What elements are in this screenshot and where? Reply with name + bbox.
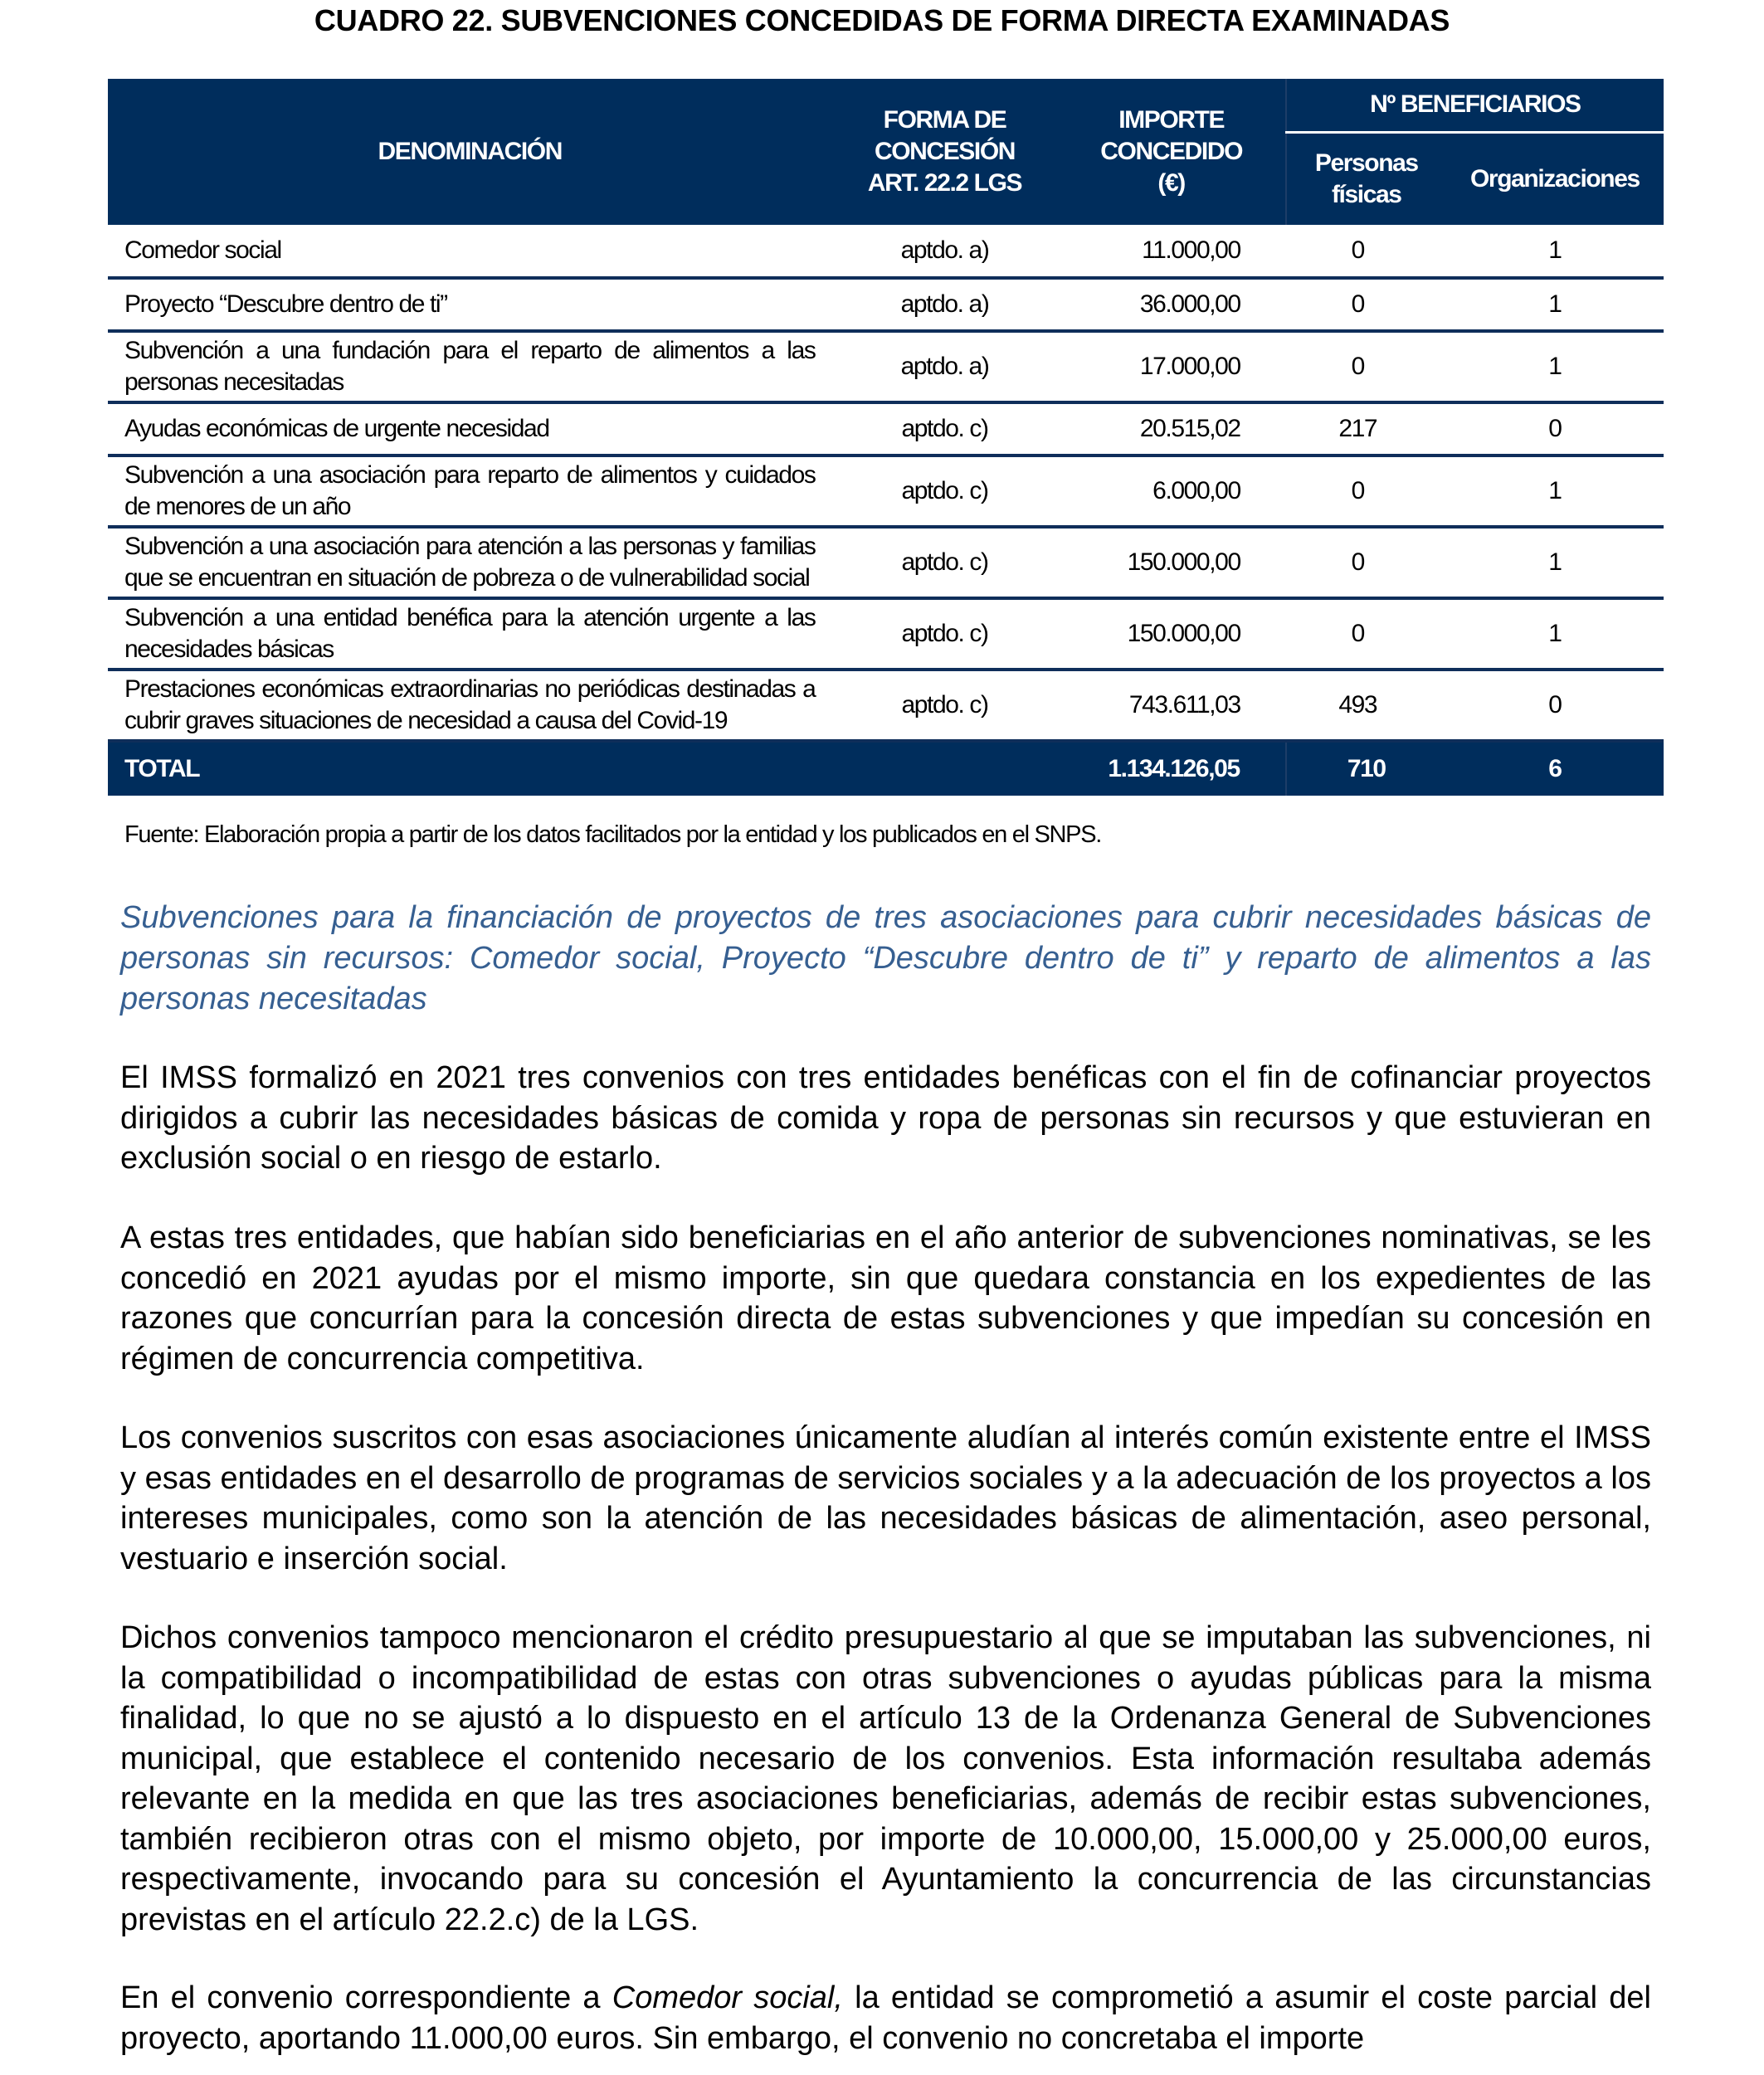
cell-forma: aptdo. a) <box>831 331 1057 402</box>
cell-importe: 6.000,00 <box>1058 455 1286 527</box>
cell-personas: 0 <box>1286 331 1446 402</box>
table-row <box>108 670 1664 741</box>
table-row <box>108 598 1664 670</box>
cell-organizaciones: 1 <box>1446 331 1664 402</box>
header-forma <box>831 79 1057 225</box>
cell-denominacion: Comedor social <box>108 225 831 278</box>
text-run: En el convenio correspondiente a <box>120 1980 612 2015</box>
cell-forma: aptdo. c) <box>831 527 1057 598</box>
header-importe-line: CONCEDIDO <box>1100 138 1243 165</box>
cell-personas: 0 <box>1286 455 1446 527</box>
cell-importe: 11.000,00 <box>1058 225 1286 278</box>
cell-forma: aptdo. c) <box>831 670 1057 741</box>
cell-denominacion: Subvención a una entidad benéfica para la atención urgente a las necesidades básicas <box>108 598 831 670</box>
body-paragraph <box>120 1978 1651 2058</box>
body-paragraph: A estas tres entidades, que habían sido beneficiarias en el año anterior de subvenciones nominativas, se les concedió en 2021 ayudas por el mismo importe, sin que quedara constancia en los expedientes de las razones que concurrían para la concesión directa de estas subvenciones y que impedían su concesión en régimen de concurrencia competitiva. <box>120 1220 1651 1376</box>
cell-personas: 0 <box>1286 225 1446 278</box>
cell-personas: 217 <box>1286 402 1446 455</box>
cell-denominacion: Prestaciones económicas extraordinarias no periódicas destinadas a cubrir graves situaciones de necesidad a causa del Covid-19 <box>108 670 831 741</box>
subsidies-table <box>108 79 1664 796</box>
body-paragraph: Los convenios suscritos con esas asociaciones únicamente aludían al interés común existente entre el IMSS y esas entidades en el desarrollo de programas de servicios sociales y a la adecuación de los proyectos a los intereses municipales, como son la atención de las necesidades básicas de alimentación, aseo personal, vestuario e inserción social. <box>120 1420 1651 1576</box>
cell-denominacion: Ayudas económicas de urgente necesidad <box>108 402 831 455</box>
text-run: la entidad se comprometió a asumir el coste parcial del proyecto, aportando 11.000,00 euros. Sin embargo, el convenio no concretaba el importe <box>120 1980 1651 2056</box>
header-beneficiarios: Nº BENEFICIARIOS <box>1286 79 1664 132</box>
table-title: CUADRO 22. SUBVENCIONES CONCEDIDAS DE FORMA DIRECTA EXAMINADAS <box>314 3 1450 37</box>
cell-importe: 743.611,03 <box>1058 670 1286 741</box>
table-row <box>108 455 1664 527</box>
section-subheading: Subvenciones para la financiación de proyectos de tres asociaciones para cubrir necesidades básicas de personas sin recursos: Comedor social, Proyecto “Descubre dentro de ti” y reparto de alimentos a las personas necesitadas <box>120 900 1651 1016</box>
cell-organizaciones: 1 <box>1446 527 1664 598</box>
header-personas-line: físicas <box>1331 180 1401 208</box>
cell-organizaciones: 1 <box>1446 598 1664 670</box>
table-row <box>108 527 1664 598</box>
header-importe-line: (€) <box>1157 169 1185 197</box>
cell-organizaciones: 0 <box>1446 670 1664 741</box>
cell-importe: 17.000,00 <box>1058 331 1286 402</box>
total-row <box>108 741 1664 796</box>
cell-denominacion: Subvención a una fundación para el reparto de alimentos a las personas necesitadas <box>108 331 831 402</box>
body-paragraph: El IMSS formalizó en 2021 tres convenios con tres entidades benéficas con el fin de cofinanciar proyectos dirigidos a cubrir las necesidades básicas de comida y ropa de personas sin recursos y que estuvieran en exclusión social o en riesgo de estarlo. <box>120 1060 1651 1176</box>
cell-personas: 493 <box>1286 670 1446 741</box>
cell-personas: 0 <box>1286 278 1446 331</box>
table-source: Fuente: Elaboración propia a partir de los datos facilitados por la entidad y los publicados en el SNPS. <box>124 821 1102 848</box>
cell-organizaciones: 1 <box>1446 278 1664 331</box>
cell-organizaciones: 1 <box>1446 225 1664 278</box>
header-organizaciones: Organizaciones <box>1446 132 1664 225</box>
table-row <box>108 225 1664 278</box>
cell-forma: aptdo. c) <box>831 402 1057 455</box>
header-importe <box>1058 79 1286 225</box>
header-forma-line: CONCESIÓN <box>874 138 1016 165</box>
total-cell-importe: 1.134.126,05 <box>1058 741 1286 796</box>
header-personas <box>1286 132 1446 225</box>
header-personas-line: Personas <box>1314 149 1418 177</box>
table-row <box>108 402 1664 455</box>
total-cell-personas: 710 <box>1286 741 1446 796</box>
header-importe-line: IMPORTE <box>1118 106 1225 134</box>
cell-forma: aptdo. c) <box>831 455 1057 527</box>
body-paragraph: Dichos convenios tampoco mencionaron el crédito presupuestario al que se imputaban las subvenciones, ni la compatibilidad o incompatibilidad de estas con otras subvenciones o ayudas públicas para la misma finalidad, lo que no se ajustó a lo dispuesto en el artículo 13 de la Ordenanza General de Subvenciones municipal, que establece el contenido necesario de los convenios. Esta información resultaba además relevante en la medida en que las tres asociaciones beneficiarias, además de recibir estas subvenciones, también recibieron otras con el mismo objeto, por importe de 10.000,00, 15.000,00 y 25.000,00 euros, respectivamente, invocando para su concesión el Ayuntamiento la concurrencia de las circunstancias previstas en el artículo 22.2.c) de la LGS. <box>120 1620 1651 1937</box>
total-cell-label: TOTAL <box>108 741 831 796</box>
cell-denominacion: Proyecto “Descubre dentro de ti” <box>108 278 831 331</box>
header-forma-line: ART. 22.2 LGS <box>867 169 1022 197</box>
cell-importe: 36.000,00 <box>1058 278 1286 331</box>
cell-importe: 20.515,02 <box>1058 402 1286 455</box>
cell-importe: 150.000,00 <box>1058 527 1286 598</box>
cell-denominacion: Subvención a una asociación para atención a las personas y familias que se encuentran en situación de pobreza o de vulnerabilidad social <box>108 527 831 598</box>
total-cell-organizaciones: 6 <box>1446 741 1664 796</box>
text-run-italic: Comedor social, <box>612 1980 843 2015</box>
cell-forma: aptdo. a) <box>831 278 1057 331</box>
cell-personas: 0 <box>1286 598 1446 670</box>
total-cell <box>831 741 1057 796</box>
header-forma-line: FORMA DE <box>883 106 1006 134</box>
table-row <box>108 331 1664 402</box>
table-row <box>108 278 1664 331</box>
cell-forma: aptdo. a) <box>831 225 1057 278</box>
cell-personas: 0 <box>1286 527 1446 598</box>
cell-denominacion: Subvención a una asociación para reparto de alimentos y cuidados de menores de un año <box>108 455 831 527</box>
cell-importe: 150.000,00 <box>1058 598 1286 670</box>
cell-forma: aptdo. c) <box>831 598 1057 670</box>
cell-organizaciones: 0 <box>1446 402 1664 455</box>
cell-organizaciones: 1 <box>1446 455 1664 527</box>
header-denominacion: DENOMINACIÓN <box>108 79 831 225</box>
